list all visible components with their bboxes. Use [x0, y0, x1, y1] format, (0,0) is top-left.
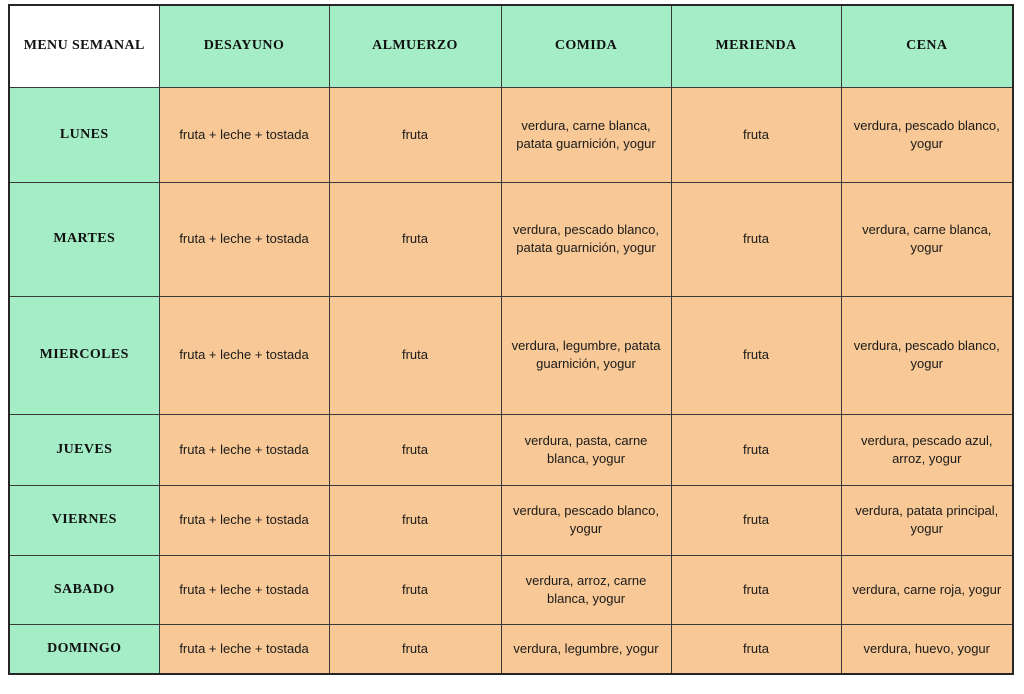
table-row-lunes	[9, 87, 1013, 182]
day-label: LUNES	[9, 87, 159, 182]
weekly-menu-table	[8, 4, 1014, 675]
column-header-comida: COMIDA	[501, 5, 671, 87]
table-row-domingo	[9, 624, 1013, 674]
meal-cell-desayuno: fruta + leche + tostada	[159, 624, 329, 674]
table-title-cell: MENU SEMANAL	[9, 5, 159, 87]
meal-cell-comida: verdura, legumbre, yogur	[501, 624, 671, 674]
meal-cell-desayuno: fruta + leche + tostada	[159, 296, 329, 414]
meal-cell-desayuno: fruta + leche + tostada	[159, 87, 329, 182]
meal-cell-almuerzo: fruta	[329, 182, 501, 296]
meal-cell-merienda: fruta	[671, 624, 841, 674]
meal-cell-cena: verdura, pescado blanco, yogur	[841, 87, 1013, 182]
meal-cell-desayuno: fruta + leche + tostada	[159, 414, 329, 485]
meal-cell-comida: verdura, arroz, carne blanca, yogur	[501, 555, 671, 624]
meal-cell-desayuno: fruta + leche + tostada	[159, 485, 329, 555]
meal-cell-merienda: fruta	[671, 182, 841, 296]
meal-cell-cena: verdura, huevo, yogur	[841, 624, 1013, 674]
meal-cell-comida: verdura, pescado blanco, yogur	[501, 485, 671, 555]
table-row-sabado	[9, 555, 1013, 624]
meal-cell-merienda: fruta	[671, 87, 841, 182]
meal-cell-merienda: fruta	[671, 555, 841, 624]
meal-cell-cena: verdura, pescado azul, arroz, yogur	[841, 414, 1013, 485]
meal-cell-almuerzo: fruta	[329, 87, 501, 182]
meal-cell-merienda: fruta	[671, 414, 841, 485]
meal-cell-comida: verdura, carne blanca, patata guarnición, yogur	[501, 87, 671, 182]
table-row-viernes	[9, 485, 1013, 555]
meal-cell-almuerzo: fruta	[329, 555, 501, 624]
table-row-jueves	[9, 414, 1013, 485]
meal-cell-comida: verdura, pescado blanco, patata guarnición, yogur	[501, 182, 671, 296]
meal-cell-almuerzo: fruta	[329, 414, 501, 485]
meal-cell-comida: verdura, legumbre, patata guarnición, yogur	[501, 296, 671, 414]
day-label: JUEVES	[9, 414, 159, 485]
day-label: DOMINGO	[9, 624, 159, 674]
meal-cell-merienda: fruta	[671, 485, 841, 555]
column-header-almuerzo: ALMUERZO	[329, 5, 501, 87]
column-header-merienda: MERIENDA	[671, 5, 841, 87]
column-header-desayuno: DESAYUNO	[159, 5, 329, 87]
meal-cell-desayuno: fruta + leche + tostada	[159, 182, 329, 296]
meal-cell-desayuno: fruta + leche + tostada	[159, 555, 329, 624]
meal-cell-cena: verdura, pescado blanco, yogur	[841, 296, 1013, 414]
header-row	[9, 5, 1013, 87]
meal-cell-merienda: fruta	[671, 296, 841, 414]
day-label: MARTES	[9, 182, 159, 296]
meal-cell-cena: verdura, carne roja, yogur	[841, 555, 1013, 624]
meal-cell-almuerzo: fruta	[329, 296, 501, 414]
table-row-martes	[9, 182, 1013, 296]
meal-cell-cena: verdura, patata principal, yogur	[841, 485, 1013, 555]
column-header-cena: CENA	[841, 5, 1013, 87]
meal-cell-almuerzo: fruta	[329, 624, 501, 674]
day-label: MIERCOLES	[9, 296, 159, 414]
day-label: VIERNES	[9, 485, 159, 555]
meal-cell-almuerzo: fruta	[329, 485, 501, 555]
day-label: SABADO	[9, 555, 159, 624]
meal-cell-cena: verdura, carne blanca, yogur	[841, 182, 1013, 296]
table-row-miercoles	[9, 296, 1013, 414]
meal-cell-comida: verdura, pasta, carne blanca, yogur	[501, 414, 671, 485]
